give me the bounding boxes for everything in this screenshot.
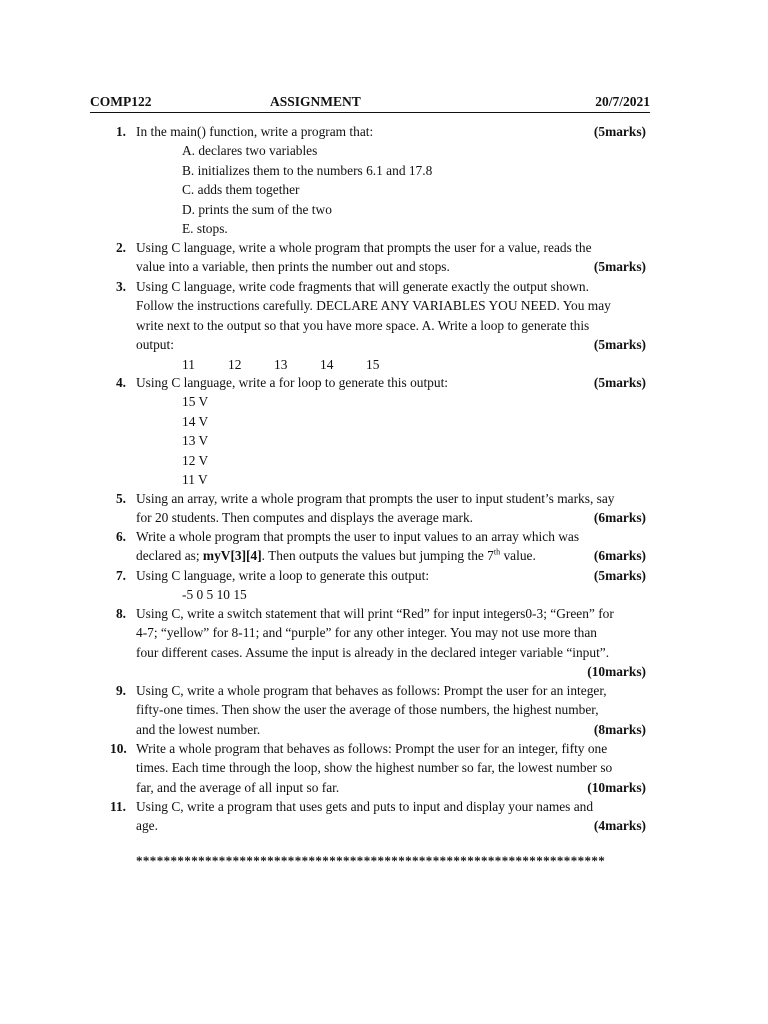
sequence-value: 13 xyxy=(274,356,288,372)
document-title: ASSIGNMENT xyxy=(270,94,361,109)
question-text: Using C, write a whole program that behaves as follows: Prompt the user for an integer, xyxy=(136,683,607,698)
question-marks: (5marks) xyxy=(593,375,646,390)
sequence-value: 11 xyxy=(182,356,195,372)
question-text: Using C, write a program that uses gets and puts to input and display your names and xyxy=(136,799,594,814)
sequence-value: 12 xyxy=(228,356,242,372)
question-marks: (5marks) xyxy=(593,124,646,139)
question-marks: (10marks) xyxy=(587,664,646,680)
question-text: age. xyxy=(136,818,158,834)
sub-item: A. declares two variables xyxy=(182,143,318,159)
text-fragment: declared as; xyxy=(136,548,203,564)
footer-star-rule: ******************************************************************** xyxy=(136,853,606,868)
output-line: 11 V xyxy=(182,472,208,487)
text-fragment: . Then outputs the values but jumping the 7 xyxy=(261,548,494,564)
question-text: Follow the instructions carefully. DECLARE ANY VARIABLES YOU NEED. You may xyxy=(136,298,611,314)
sub-item: C. adds them together xyxy=(182,182,300,198)
output-line: 14 V xyxy=(182,413,209,429)
question-text: fifty-one times. Then show the user the average of those numbers, the highest number, xyxy=(136,702,599,718)
question-number: 11. xyxy=(110,799,126,814)
question-text: far, and the average of all input so far. xyxy=(136,779,340,795)
question-number: 7. xyxy=(115,568,126,583)
question-marks: (10marks) xyxy=(587,779,646,795)
question-text: Using C, write a switch statement that will print “Red” for input integers0-3; “Green” for xyxy=(136,606,614,621)
course-code: COMP122 xyxy=(90,94,152,109)
question-marks: (5marks) xyxy=(593,337,646,353)
question-text: value into a variable, then prints the number out and stops. xyxy=(136,259,450,275)
output-line: -5 0 5 10 15 xyxy=(182,587,247,603)
question-number: 2. xyxy=(115,240,126,255)
output-sequence xyxy=(0,355,768,374)
question-text: Using an array, write a whole program that prompts the user to input student’s marks, say xyxy=(136,491,615,506)
question-marks: (4marks) xyxy=(593,818,646,834)
question-text: Write a whole program that prompts the user to input values to an array which was xyxy=(136,529,580,544)
question-marks: (5marks) xyxy=(593,568,646,583)
question-number: 6. xyxy=(115,529,126,544)
output-line: 12 V xyxy=(182,452,209,468)
question-text: output: xyxy=(136,337,174,353)
question-number: 8. xyxy=(115,606,126,621)
question-text: Using C language, write a for loop to generate this output: xyxy=(136,375,449,390)
question-text: Using C language, write code fragments that will generate exactly the output shown. xyxy=(136,279,589,294)
question-marks: (6marks) xyxy=(593,548,646,564)
question-marks: (6marks) xyxy=(593,510,646,526)
sequence-value: 14 xyxy=(320,356,334,372)
question-number: 5. xyxy=(115,491,126,506)
question-text: and the lowest number. xyxy=(136,721,261,737)
question-text: times. Each time through the loop, show the highest number so far, the lowest number so xyxy=(136,760,613,776)
ordinal-suffix: th xyxy=(493,547,501,557)
header-bar xyxy=(90,94,650,113)
output-line: 13 V xyxy=(182,433,209,449)
text-fragment: value. xyxy=(500,548,536,564)
question-text: for 20 students. Then computes and displays the average mark. xyxy=(136,510,474,526)
question-text: write next to the output so that you have more space. A. Write a loop to generate this xyxy=(136,317,590,333)
question-marks: (8marks) xyxy=(593,721,646,737)
output-line: 15 V xyxy=(182,394,209,410)
question-number: 3. xyxy=(115,279,126,294)
question-text: Write a whole program that behaves as follows: Prompt the user for an integer, fifty one xyxy=(136,741,608,756)
question-text: Using C language, write a whole program that prompts the user for a value, reads the xyxy=(136,240,592,255)
question-text: four different cases. Assume the input is already in the declared integer variable “input”. xyxy=(136,644,610,660)
question-number: 4. xyxy=(115,375,126,390)
question-text: Using C language, write a loop to generate this output: xyxy=(136,568,430,583)
question-number: 1. xyxy=(115,124,126,139)
sub-item: B. initializes them to the numbers 6.1 and 17.8 xyxy=(182,162,433,178)
document-date: 20/7/2021 xyxy=(595,94,650,109)
sub-item: D. prints the sum of the two xyxy=(182,201,332,217)
question-text: 4-7; “yellow” for 8-11; and “purple” for any other integer. You may not use more than xyxy=(136,625,597,641)
sequence-value: 15 xyxy=(366,356,380,372)
question-number: 9. xyxy=(115,683,126,698)
question-marks: (5marks) xyxy=(593,259,646,275)
sub-item: E. stops. xyxy=(182,221,228,236)
question-text xyxy=(136,546,648,565)
question-text: In the main() function, write a program that: xyxy=(136,124,374,139)
question-number: 10. xyxy=(110,741,127,756)
array-declaration: myV[3][4] xyxy=(202,548,262,564)
